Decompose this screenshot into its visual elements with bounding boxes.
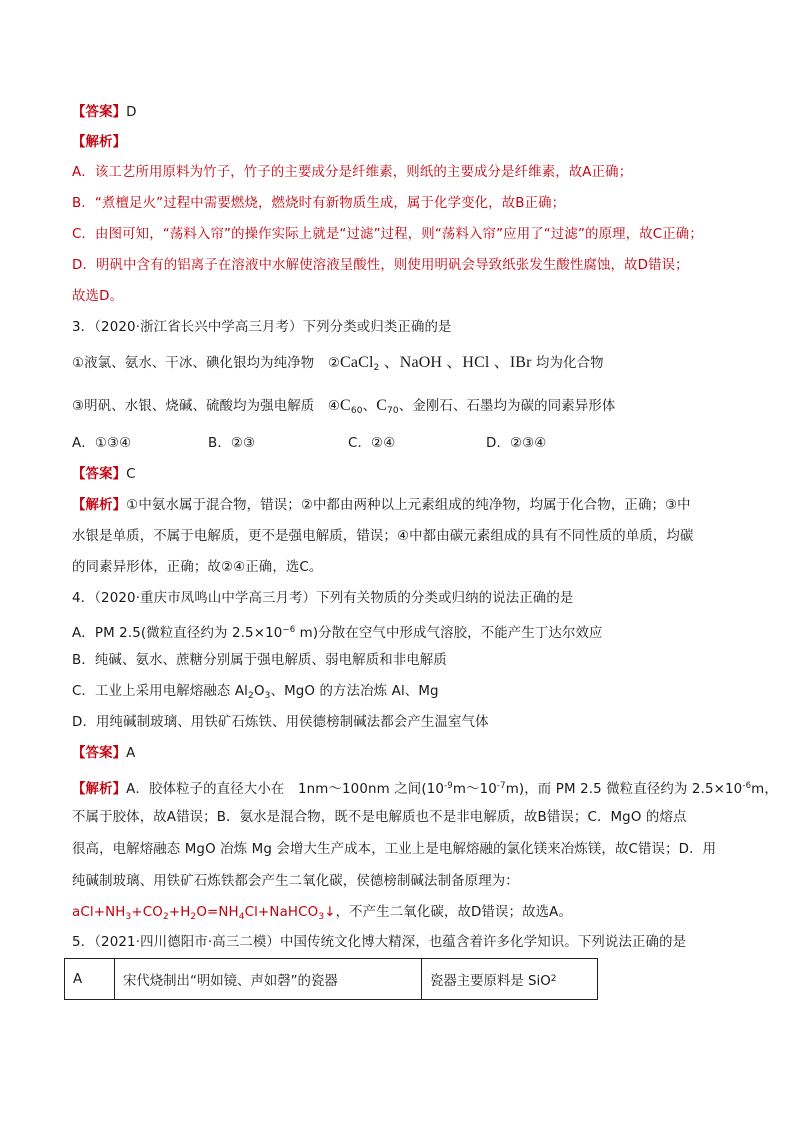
answer-label: 【答案】 [72, 105, 127, 120]
answer-line [72, 103, 137, 123]
question-4-analysis-line-3: 很高，电解熔融态 MgO 冶炼 Mg 会增大生产成本，工业上是电解熔融的氯化镁来冶炼镁，故C错误；D．用 [72, 842, 717, 857]
question-5-table [64, 958, 598, 1000]
question-4-option-b: B．纯碱、氨水、蔗糖分别属于强电解质、弱电解质和非电解质 [72, 653, 447, 668]
question-3-answer: 【答案】C [72, 467, 136, 482]
question-3-analysis-line-2: 水银是单质，不属于电解质，更不是强电解质，错误；④中都由碳元素组成的具有不同性质的单质，均碳 [72, 529, 694, 544]
analysis-item-c: C．由图可知，“荡料入帘”的操作实际上就是“过滤”过程，则“荡料入帘”应用了“过滤”的原理，故C正确； [72, 227, 703, 242]
table-cell-label: A [65, 959, 115, 999]
question-4-option-a: A．PM 2.5(微粒直径约为 $2.5\times 10^{-6}$ m)分散在空气中形成气溶胶，不能产生丁达尔效应 [72, 625, 603, 641]
question-4-stem: 4．（2020·重庆市凤鸣山中学高三月考）下列有关物质的分类或归纳的说法正确的是 [72, 591, 574, 606]
question-4-analysis-line-1: 【解析】A．胶体粒子的直径大小在 1nm～100nm 之间$(10^{-9}m\sim 10^{-7}m)$，而 PM 2.5 微粒直径约为 $2.5\times 10^{-6}m$， [72, 781, 778, 797]
question-4-option-d: D．用纯碱制玻璃、用铁矿石炼铁、用侯德榜制碱法都会产生温室气体 [72, 715, 489, 730]
question-3-analysis-line-3: 的同素异形体，正确；故②④正确，选C。 [72, 560, 323, 575]
question-4-analysis-line-4: 纯碱制玻璃、用铁矿石炼铁都会产生二氧化碳，侯德榜制碱法制备原理为： [72, 874, 519, 889]
question-5-stem: 5．（2021·四川德阳市·高三二模）中国传统文化博大精深，也蕴含着许多化学知识。下列说法正确的是 [72, 935, 687, 950]
table-cell-text: 宋代烧制出“明如镜、声如磬”的瓷器 [115, 959, 422, 999]
option-b: B．②③ [208, 436, 256, 451]
analysis-conclusion: 故选D。 [72, 289, 124, 304]
question-3-analysis-line-1: 【解析】①中氨水属于混合物，错误；②中都由两种以上元素组成的纯净物，均属于化合物，正确；③中 [72, 498, 691, 513]
answer-value: D [126, 105, 137, 120]
option-a: A．①③④ [72, 436, 132, 451]
question-4-analysis-line-5: $aCl+NH_3+CO_2+H_2O=NH_4Cl+NaHCO_3↓$，不产生二氧化碳，故D错误；故选A。 [72, 905, 573, 922]
question-3-stem: 3．（2020·浙江省长兴中学高三月考）下列分类或归类正确的是 [72, 320, 452, 335]
analysis-item-b: B．“煮檀足火”过程中需要燃烧，燃烧时有新物质生成，属于化学变化，故B正确； [72, 196, 566, 211]
option-c: C．②④ [348, 436, 396, 451]
question-4-analysis-line-2: 不属于胶体，故A错误；B．氨水是混合物，既不是电解质也不是非电解质，故B错误；C．MgO 的熔点 [72, 810, 687, 825]
question-4-option-c: C．工业上采用电解熔融态 $Al_2O_3$、MgO 的方法冶炼 Al、Mg [72, 684, 439, 701]
question-3-statement-1: ①液氯、氨水、干冰、碘化银均为纯净物 ②CaCl$_2$ 、NaOH 、HCl 、IBr 均为化合物 [72, 354, 604, 373]
table-cell-note: 瓷器主要原料是 SiO 2 [430, 973, 557, 989]
analysis-label: 【解析】 [72, 135, 127, 150]
analysis-item-d: D．明矾中含有的铝离子在溶液中水解使溶液呈酸性，则使用明矾会导致纸张发生酸性腐蚀，故D错误； [72, 258, 689, 273]
question-3-statement-2: ③明矾、水银、烧碱、硫酸均为强电解质 $④C_{60}$、$C_{70}$、金刚石、石墨均为碳的同素异形体 [72, 397, 616, 416]
analysis-item-a: A．该工艺所用原料为竹子，竹子的主要成分是纤维素，则纸的主要成分是纤维素，故A正确； [72, 165, 633, 180]
option-d: D．②③④ [486, 436, 547, 451]
question-4-answer: 【答案】A [72, 746, 136, 761]
